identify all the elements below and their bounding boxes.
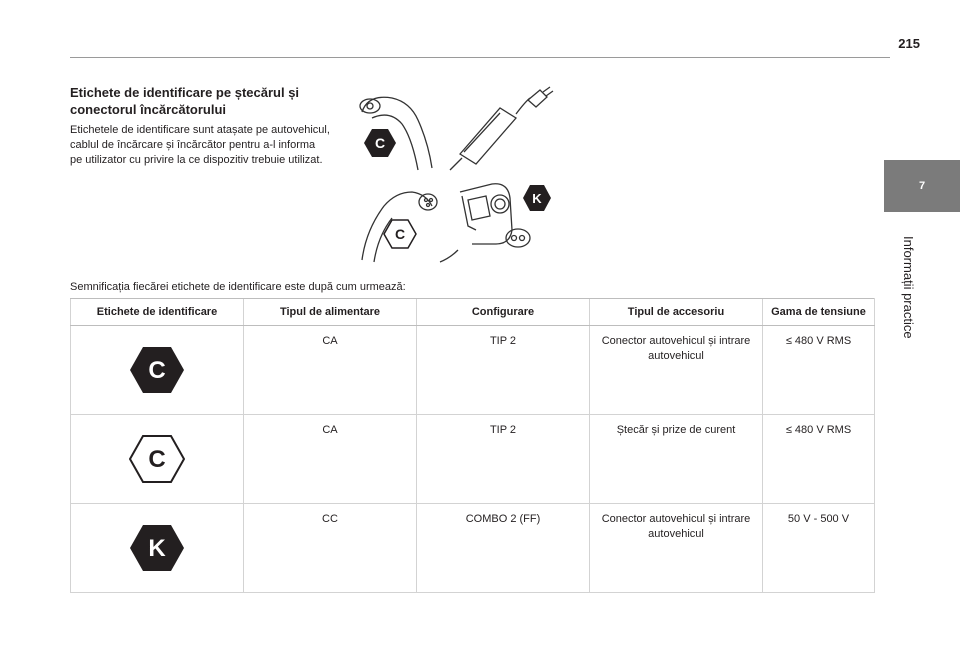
chapter-tab: 7 [884,160,960,212]
config-cell: TIP 2 [417,326,590,415]
table-row [71,326,875,415]
label-cell [71,415,244,504]
section-title: Etichete de identificare pe ștecărul și conectorul încărcătorului [70,85,300,117]
supply-cell: CA [244,326,417,415]
supply-cell: CA [244,415,417,504]
connector-illustration [340,80,570,265]
page-number: 215 [898,36,920,51]
illustration-label-c-filled: C [374,135,386,151]
illustration-label-k-filled: K [532,191,542,206]
voltage-cell: ≤ 480 V RMS [763,326,875,415]
accessory-cell: Conector autovehicul și intrare autovehicul [590,326,763,415]
header-accessory: Tipul de accesoriu [590,299,763,326]
table-row [71,504,875,593]
label-cell [71,326,244,415]
svg-text:C: C [148,357,166,384]
header-supply: Tipul de alimentare [244,299,417,326]
hex-label-c-outline [129,434,185,484]
hex-label-k-filled [129,523,185,573]
hex-label-c-filled [129,345,185,395]
header-labels: Etichete de identificare [71,299,244,326]
svg-text:K: K [148,535,166,562]
illustration-label-c-outline: C [394,226,406,242]
accessory-cell: Conector autovehicul și intrare autovehicul [590,504,763,593]
section-intro: Etichetele de identificare sunt atașate pe autovehicul, cablul de încărcare și încărcător pentru a-l informa pe utilizator cu privire la ce dispozitiv trebuie utilizat. [70,124,330,166]
identification-table [70,298,875,593]
config-cell: TIP 2 [417,415,590,504]
voltage-cell: 50 V - 500 V [763,504,875,593]
config-cell: COMBO 2 (FF) [417,504,590,593]
header-divider [70,57,890,58]
voltage-cell: ≤ 480 V RMS [763,415,875,504]
table-header-row [71,299,875,326]
header-config: Configurare [417,299,590,326]
header-voltage: Gama de tensiune [763,299,875,326]
svg-text:C: C [148,446,166,473]
supply-cell: CC [244,504,417,593]
label-cell [71,504,244,593]
accessory-cell: Ștecăr și prize de curent [590,415,763,504]
chapter-title: Informații practice [901,235,916,339]
table-row [71,415,875,504]
table-lead: Semnificația fiecărei etichete de identificare este după cum urmează: [70,281,406,293]
